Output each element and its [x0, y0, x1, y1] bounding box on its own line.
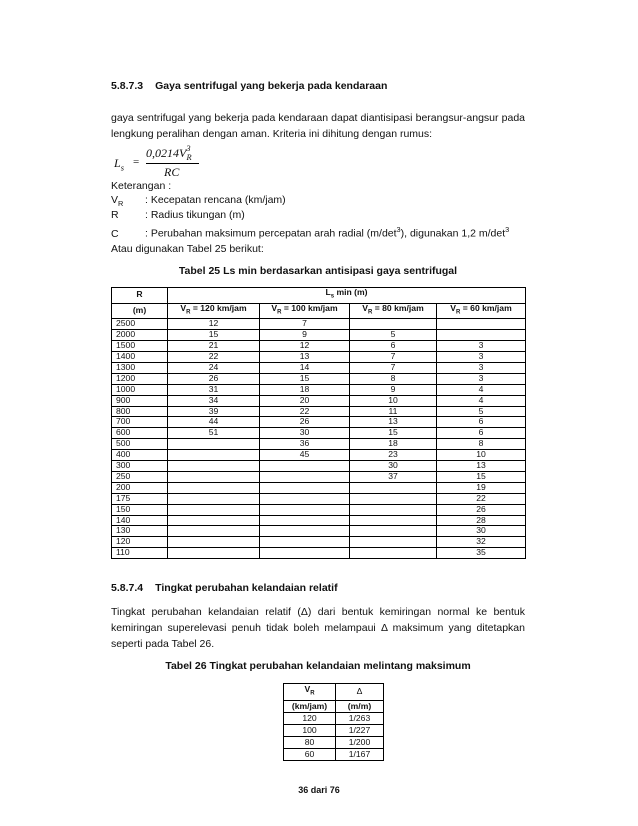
ls-cell: 30 — [260, 428, 350, 439]
table-row — [284, 736, 384, 748]
radius-cell: 1000 — [112, 384, 168, 395]
ls-cell: 51 — [168, 428, 260, 439]
ls-cell — [168, 439, 260, 450]
table25-body — [112, 319, 526, 559]
ls-cell: 37 — [350, 471, 437, 482]
ls-cell: 45 — [260, 450, 350, 461]
ls-cell: 22 — [260, 406, 350, 417]
ls-cell: 23 — [350, 450, 437, 461]
delta-cell: 1/200 — [336, 736, 384, 748]
ls-cell: 14 — [260, 362, 350, 373]
delta-cell: 1/167 — [336, 748, 384, 760]
radius-cell: 2500 — [112, 319, 168, 330]
header-ls-min: $L_s$ min (m) — [168, 288, 526, 304]
table-row — [112, 417, 526, 428]
speed-cell: 120 — [284, 712, 336, 724]
table-row — [112, 362, 526, 373]
ls-cell: 39 — [168, 406, 260, 417]
ls-cell: 30 — [350, 461, 437, 472]
paragraph-kelandaian: Tingkat perubahan kelandaian relatif (Δ) dari bentuk kemiringan normal ke bentuk kemiringan superelevasi penuh tidak boleh melampaui Δ maksimum yang ditetapkan seperti pada Tabel 26. — [111, 606, 525, 650]
table-row — [284, 724, 384, 736]
ls-cell: 24 — [168, 362, 260, 373]
delta-cell: 1/227 — [336, 724, 384, 736]
ls-cell: 15 — [260, 373, 350, 384]
fraction-bar — [146, 163, 199, 164]
header-r-unit: (m) — [112, 303, 168, 319]
ls-cell: 11 — [350, 406, 437, 417]
header-vr-100: $V_R = 100$ km/jam — [260, 303, 350, 319]
radius-cell: 150 — [112, 504, 168, 515]
ls-cell: 6 — [437, 428, 526, 439]
ls-cell: 8 — [350, 373, 437, 384]
table-row — [112, 471, 526, 482]
ls-cell: 4 — [437, 384, 526, 395]
ls-cell: 10 — [350, 395, 437, 406]
ls-cell: 35 — [437, 548, 526, 559]
table-row — [112, 504, 526, 515]
ls-cell: 18 — [260, 384, 350, 395]
table-row — [112, 526, 526, 537]
table26-header-row2 — [284, 700, 384, 712]
table-row — [112, 482, 526, 493]
ls-cell: 3 — [437, 373, 526, 384]
delta-cell: 1/263 — [336, 712, 384, 724]
ls-cell: 6 — [350, 341, 437, 352]
ls-cell — [350, 504, 437, 515]
ls-cell: 12 — [168, 319, 260, 330]
table-row — [112, 330, 526, 341]
ls-cell: 5 — [350, 330, 437, 341]
header-vr: $V_R$ — [284, 684, 336, 701]
radius-cell: 1300 — [112, 362, 168, 373]
ls-cell: 13 — [260, 351, 350, 362]
table-row — [112, 537, 526, 548]
ls-cell: 15 — [168, 330, 260, 341]
ls-cell: 4 — [437, 395, 526, 406]
radius-cell: 700 — [112, 417, 168, 428]
ls-cell — [260, 526, 350, 537]
header-vr-80: $V_R = 80$ km/jam — [350, 303, 437, 319]
table25-header-row1 — [112, 288, 526, 304]
ls-cell — [260, 471, 350, 482]
ls-cell: 30 — [437, 526, 526, 537]
ls-cell: 21 — [168, 341, 260, 352]
speed-cell: 60 — [284, 748, 336, 760]
table-row — [112, 450, 526, 461]
ls-cell: 3 — [437, 362, 526, 373]
ls-cell — [168, 548, 260, 559]
table-row — [112, 395, 526, 406]
ls-cell — [168, 461, 260, 472]
table25 — [111, 287, 526, 559]
table26-body — [284, 712, 384, 760]
radius-cell: 600 — [112, 428, 168, 439]
ls-cell — [437, 319, 526, 330]
ls-cell — [350, 319, 437, 330]
ls-cell: 10 — [437, 450, 526, 461]
section-title: Tingkat perubahan kelandaian relatif — [155, 582, 338, 594]
table-row — [112, 461, 526, 472]
ls-cell: 9 — [350, 384, 437, 395]
section-number: 5.8.7.4 — [111, 582, 144, 594]
ls-cell: 3 — [437, 351, 526, 362]
table-row — [112, 351, 526, 362]
ls-cell: 26 — [260, 417, 350, 428]
section-number: 5.8.7.3 — [111, 80, 144, 92]
ls-cell: 22 — [437, 493, 526, 504]
paragraph-table-ref: Atau digunakan Tabel 25 berikut: — [111, 243, 264, 255]
radius-cell: 120 — [112, 537, 168, 548]
ls-cell — [437, 330, 526, 341]
ls-cell: 31 — [168, 384, 260, 395]
ls-cell — [260, 461, 350, 472]
paragraph-centrifugal: gaya sentrifugal yang bekerja pada kendaraan dapat diantisipasi berangsur-angsur pada lengkung peralihan dengan aman. Kriteria ini dihitung dengan rumus: — [111, 112, 525, 140]
ls-cell: 19 — [437, 482, 526, 493]
table25-caption: Tabel 25 Ls min berdasarkan antisipasi gaya sentrifugal — [178, 265, 458, 277]
header-vr-120: $V_R = 120$ km/jam — [168, 303, 260, 319]
ls-cell: 6 — [437, 417, 526, 428]
radius-cell: 130 — [112, 526, 168, 537]
table-row — [112, 319, 526, 330]
table-row — [284, 748, 384, 760]
ls-cell: 8 — [437, 439, 526, 450]
ls-cell: 36 — [260, 439, 350, 450]
ls-cell — [168, 482, 260, 493]
ls-cell — [350, 515, 437, 526]
table-row — [112, 406, 526, 417]
section-heading-5873 — [111, 80, 387, 92]
ls-cell — [350, 548, 437, 559]
ket-item-c: C : Perubahan maksimum percepatan arah radial $(m/\det^3)$, digunakan 1,2 $m/\det^3$ — [111, 225, 510, 240]
ls-cell — [168, 504, 260, 515]
table-row — [112, 439, 526, 450]
page-footer: 36 dari 76 — [298, 785, 340, 795]
table-row — [112, 341, 526, 352]
ls-cell — [168, 471, 260, 482]
ls-cell: 26 — [437, 504, 526, 515]
formula-lhs: $L_s$ — [114, 156, 124, 173]
ket-item-vr: $V_R$ : Kecepatan rencana (km/jam) — [111, 194, 286, 209]
header-vr-60: $V_R = 60$ km/jam — [437, 303, 526, 319]
formula-equals: = — [133, 156, 140, 168]
ls-cell: 34 — [168, 395, 260, 406]
ls-cell — [350, 482, 437, 493]
speed-cell: 100 — [284, 724, 336, 736]
ls-cell — [260, 504, 350, 515]
radius-cell: 1400 — [112, 351, 168, 362]
ls-cell: 22 — [168, 351, 260, 362]
ls-cell — [350, 493, 437, 504]
radius-cell: 400 — [112, 450, 168, 461]
section-heading-5874 — [111, 582, 338, 594]
radius-cell: 1500 — [112, 341, 168, 352]
ket-item-r: R : Radius tikungan (m) — [111, 209, 245, 221]
formula-numerator: $0,0214V^3_R$ — [146, 144, 192, 163]
ls-cell: 18 — [350, 439, 437, 450]
ls-cell: 32 — [437, 537, 526, 548]
header-delta: Δ — [336, 684, 384, 701]
radius-cell: 250 — [112, 471, 168, 482]
ls-cell: 12 — [260, 341, 350, 352]
table-row — [112, 548, 526, 559]
table-row — [112, 384, 526, 395]
table-row — [112, 515, 526, 526]
ls-cell — [168, 537, 260, 548]
header-r: R — [112, 288, 168, 304]
ls-cell — [260, 482, 350, 493]
radius-cell: 175 — [112, 493, 168, 504]
radius-cell: 2000 — [112, 330, 168, 341]
ls-cell: 7 — [260, 319, 350, 330]
ls-cell — [168, 450, 260, 461]
radius-cell: 200 — [112, 482, 168, 493]
radius-cell: 1200 — [112, 373, 168, 384]
ls-cell — [168, 493, 260, 504]
ls-cell — [260, 515, 350, 526]
ls-cell: 13 — [437, 461, 526, 472]
radius-cell: 140 — [112, 515, 168, 526]
ls-cell — [168, 515, 260, 526]
table-row — [112, 428, 526, 439]
section-title: Gaya sentrifugal yang bekerja pada kendaraan — [155, 80, 388, 92]
speed-cell: 80 — [284, 736, 336, 748]
radius-cell: 800 — [112, 406, 168, 417]
table26 — [283, 683, 384, 761]
ls-cell: 5 — [437, 406, 526, 417]
ls-cell: 26 — [168, 373, 260, 384]
table26-header-row1 — [284, 684, 384, 701]
ls-cell: 7 — [350, 351, 437, 362]
table-row — [284, 712, 384, 724]
ls-cell: 3 — [437, 341, 526, 352]
formula-denominator: RC — [164, 165, 180, 179]
table26-caption: Tabel 26 Tingkat perubahan kelandaian melintang maksimum — [165, 660, 471, 672]
keterangan-title: Keterangan : — [111, 180, 172, 192]
ls-cell — [168, 526, 260, 537]
ls-cell: 28 — [437, 515, 526, 526]
ls-cell — [350, 526, 437, 537]
ls-cell: 13 — [350, 417, 437, 428]
ls-cell: 15 — [437, 471, 526, 482]
table-row — [112, 493, 526, 504]
table-row — [112, 373, 526, 384]
ls-cell: 20 — [260, 395, 350, 406]
ls-cell: 44 — [168, 417, 260, 428]
radius-cell: 110 — [112, 548, 168, 559]
ls-cell — [260, 493, 350, 504]
ls-cell: 15 — [350, 428, 437, 439]
ls-cell — [260, 537, 350, 548]
radius-cell: 500 — [112, 439, 168, 450]
radius-cell: 300 — [112, 461, 168, 472]
header-vr-unit: (km/jam) — [284, 700, 336, 712]
ls-cell — [260, 548, 350, 559]
radius-cell: 900 — [112, 395, 168, 406]
ls-cell: 7 — [350, 362, 437, 373]
ls-cell — [350, 537, 437, 548]
table25-header-row2 — [112, 303, 526, 319]
ls-cell: 9 — [260, 330, 350, 341]
header-delta-unit: (m/m) — [336, 700, 384, 712]
